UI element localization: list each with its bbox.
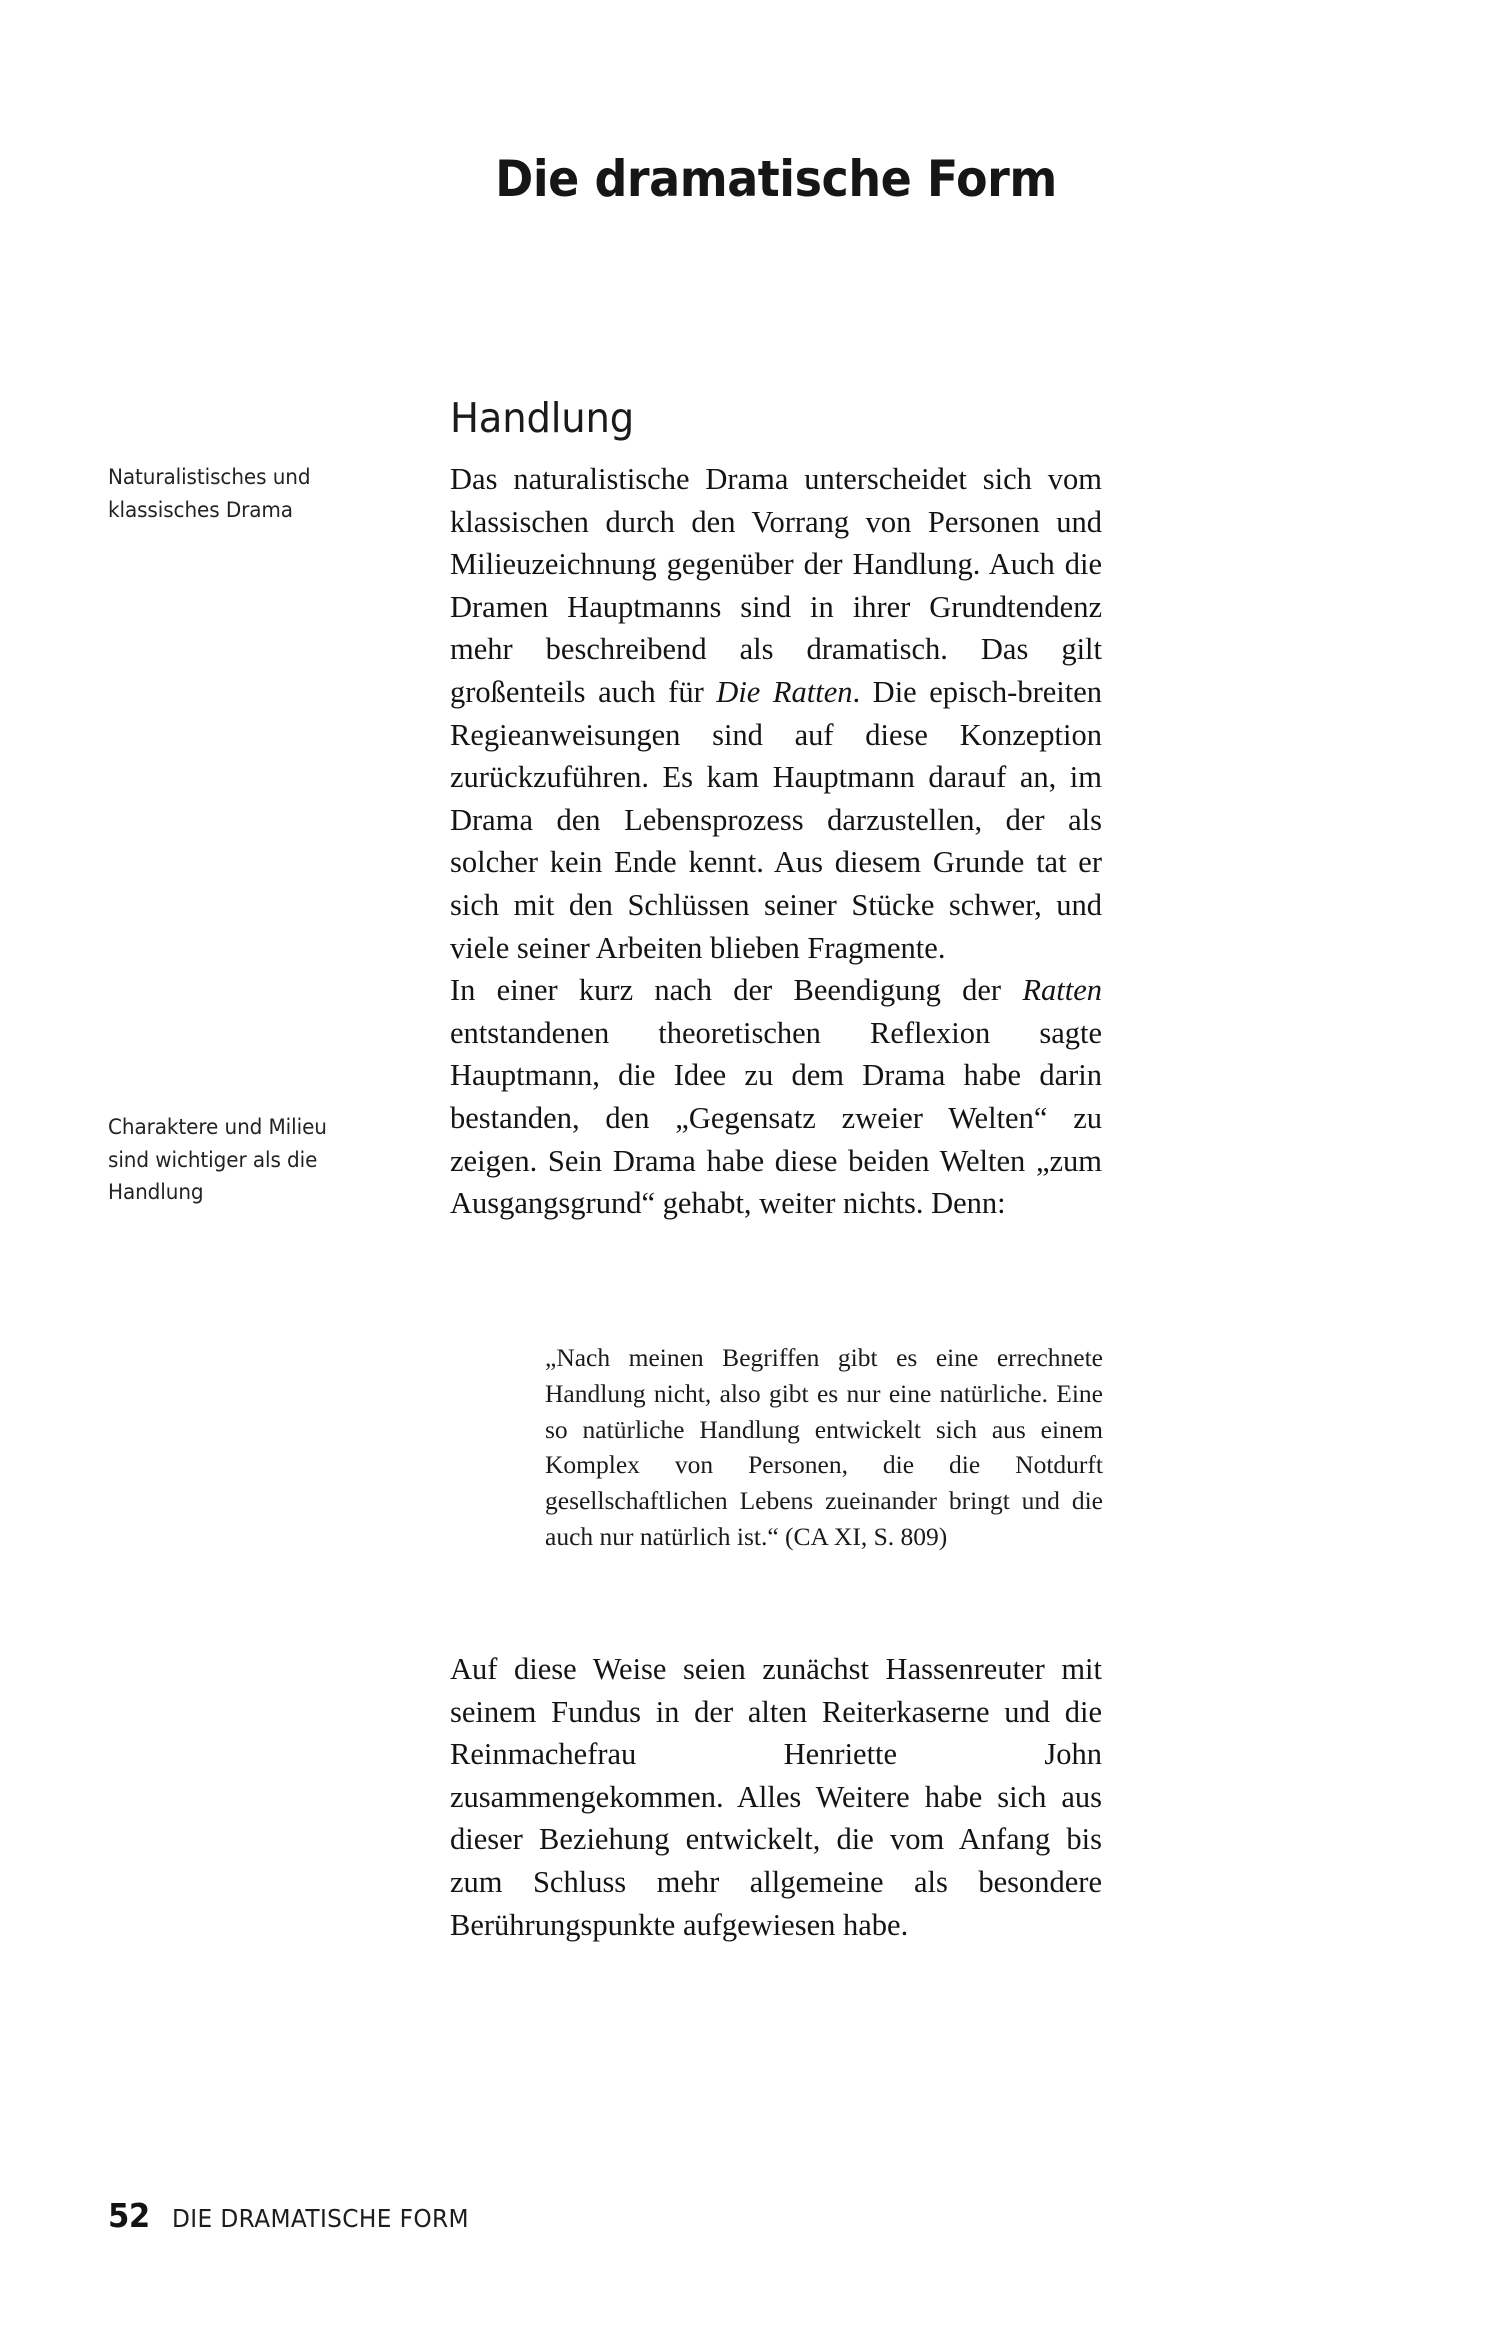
body-text-column xyxy=(450,458,1102,1225)
body-paragraph-3: Auf diese Weise seien zunächst Hassenreuter mit seinem Fundus in der alten Reiterkaserne und die Reinmachefrau Henriette John zusammengekommen. Alles Weitere habe sich aus dieser Beziehung entwickelt, die vom Anfang bis zum Schluss mehr allgemeine als besondere Berührungspunkte aufgewiesen habe. xyxy=(450,1652,1102,1942)
block-quotation-hauptmann: „Nach meinen Begriffen gibt es eine errechnete Handlung nicht, also gibt es nur eine natürliche. Eine so natürliche Handlung entwickelt sich aus einem Komplex von Personen, die die Notdurft gesellschaftlichen Lebens zueinander bringt und die auch nur natürlich ist.“ (CA XI, S. 809) xyxy=(545,1343,1103,1551)
paragraph-1-text-after-italic: . Die episch-breiten Regieanweisungen sind auf diese Konzeption zurückzuführen. Es kam Hauptmann darauf an, im Drama den Lebensprozess darzustellen, der als solcher kein Ende kennt. Aus diesem Grunde tat er sich mit den Schlüssen seiner Stücke schwer, und viele seiner Arbeiten blieben Fragmente. xyxy=(450,674,1102,965)
body-paragraph-1 xyxy=(450,458,1102,969)
paragraph-2-text-before-italic: In einer kurz nach der Beendigung der xyxy=(450,973,1023,1008)
page-footer xyxy=(108,2196,491,2235)
body-paragraph-2 xyxy=(450,969,1102,1225)
margin-note-naturalistisches-drama: Naturalistisches und klassisches Drama xyxy=(108,465,311,523)
paragraph-2-work-title-ratten: Ratten xyxy=(1022,973,1102,1008)
paragraph-2-text-after-italic: entstandenen theoretischen Reflexion sagte Hauptmann, die Idee zu dem Drama habe darin bestanden, den „Gegensatz zweier Welten“ zu zeigen. Sein Drama habe diese beiden Welten „zum Ausgangsgrund“ gehabt, weiter nichts. Denn: xyxy=(450,1015,1102,1221)
footer-running-head: DIE DRAMATISCHE FORM xyxy=(171,2204,469,2233)
section-heading-handlung: Handlung xyxy=(450,394,635,443)
page-title: Die dramatische Form xyxy=(495,149,1057,208)
paragraph-1-text-before-italic: Das naturalistische Drama unterscheidet sich vom klassischen durch den Vorrang von Personen und Milieuzeichnung gegenüber der Handlung. Auch die Dramen Hauptmanns sind in ihrer Grundtendenz mehr beschreibend als dramatisch. Das gilt großenteils auch für xyxy=(450,462,1102,709)
paragraph-1-work-title-die-ratten: Die Ratten xyxy=(716,674,853,709)
footer-page-number: 52 xyxy=(108,2196,150,2235)
margin-note-charaktere-milieu: Charaktere und Milieu sind wichtiger als die Handlung xyxy=(108,1115,327,1206)
